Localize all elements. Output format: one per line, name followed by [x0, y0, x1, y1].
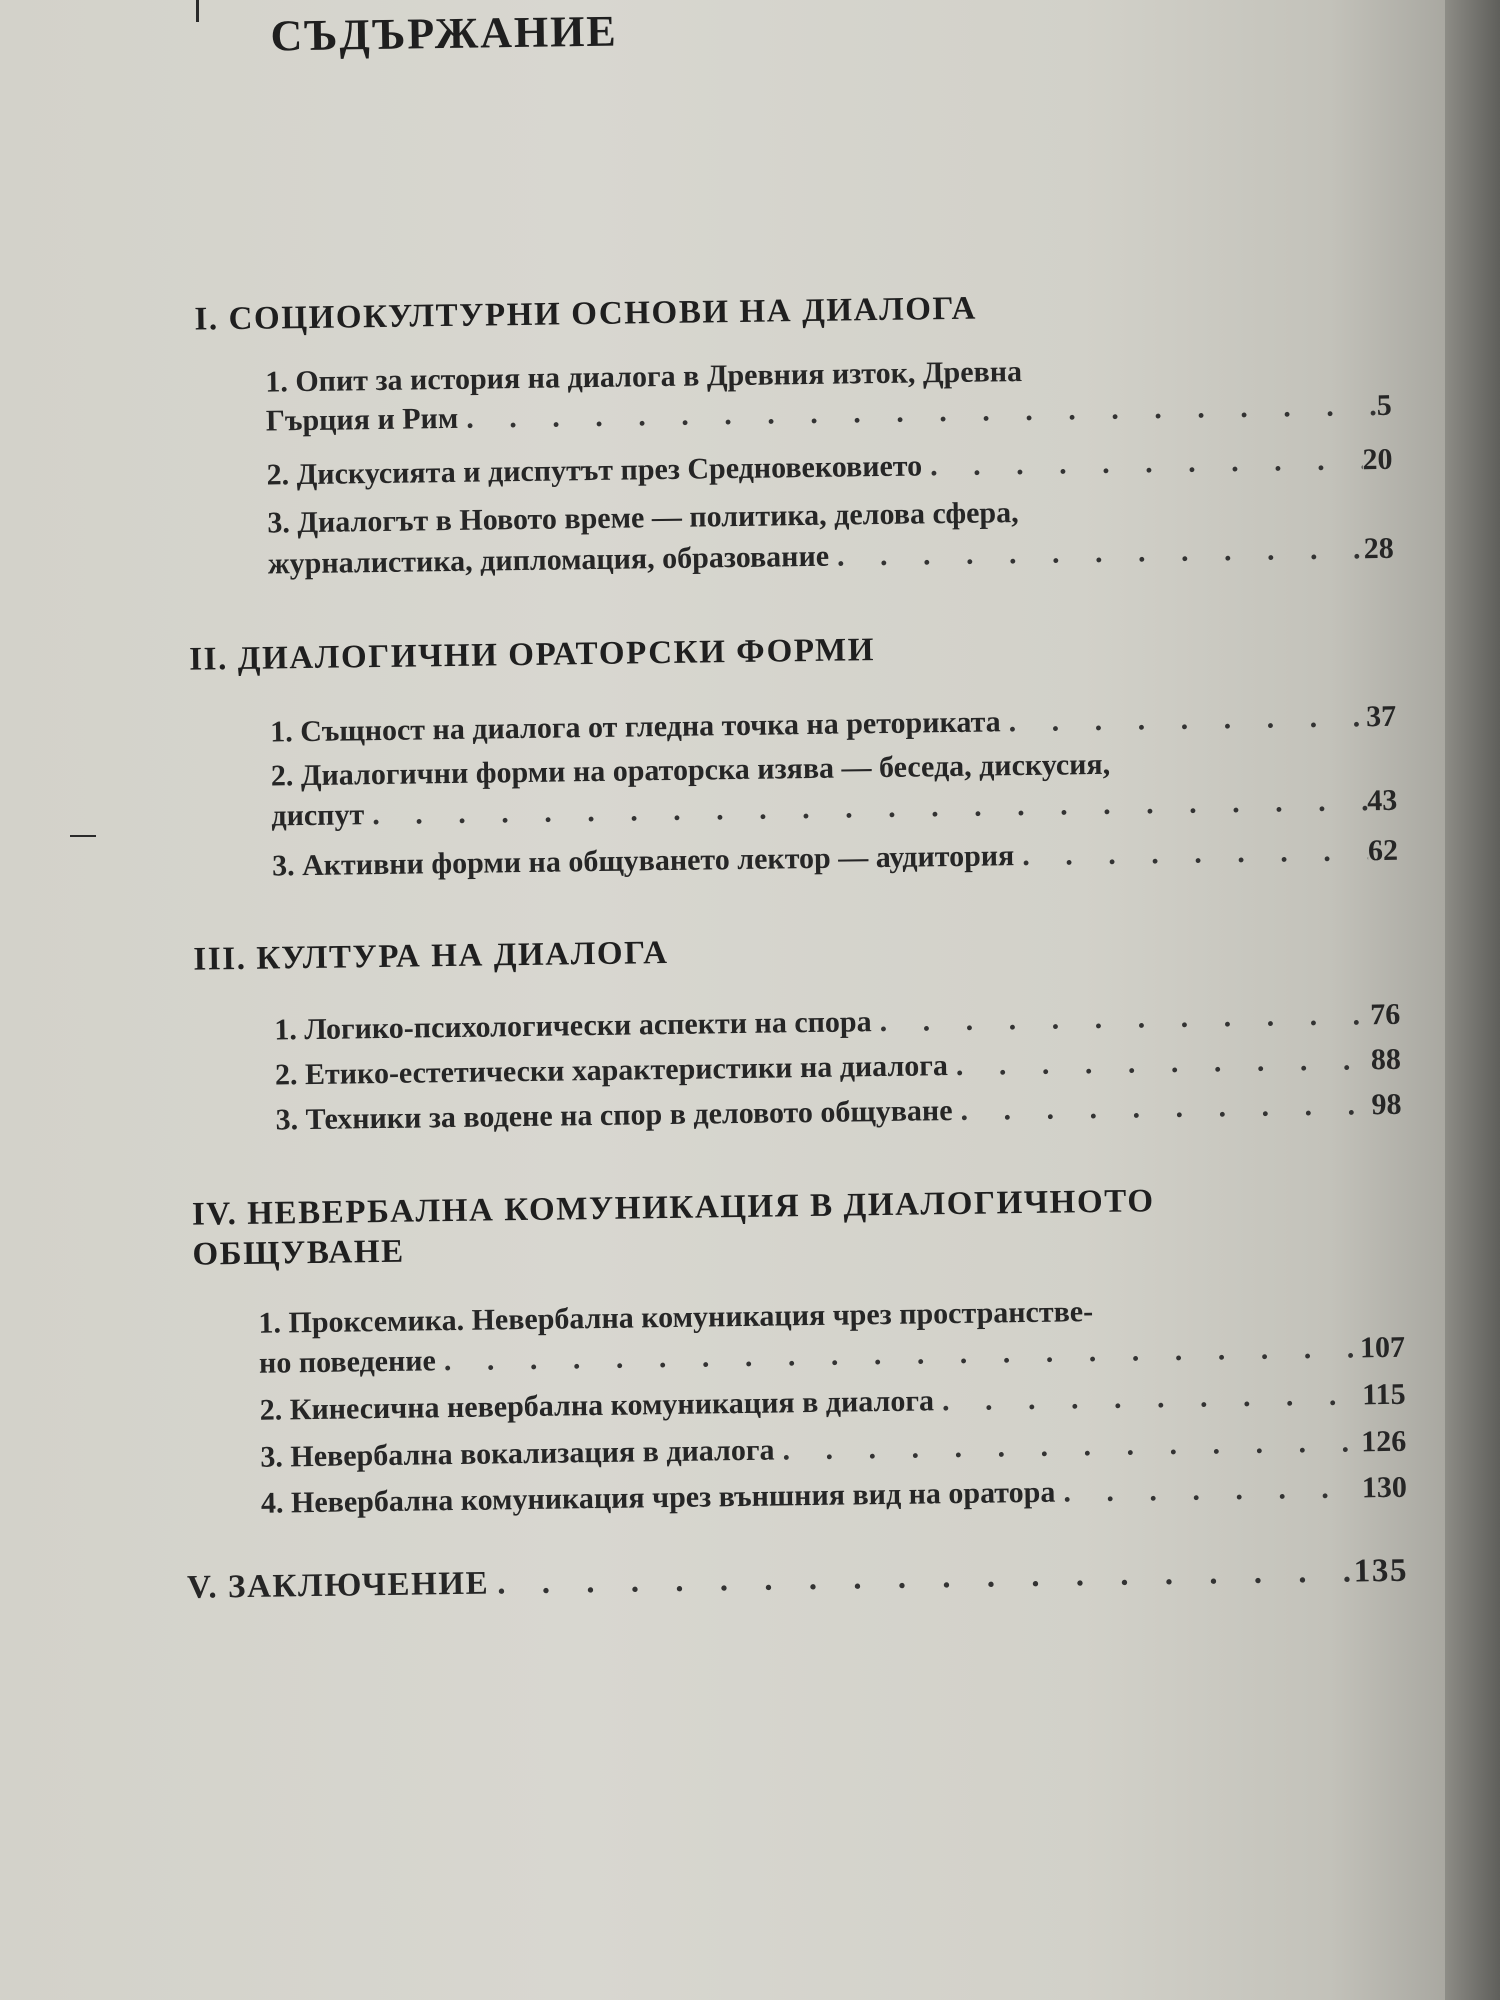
- toc-entry-label: 3. Невербална вокализация в диалога: [260, 1433, 775, 1474]
- toc-entry-label: 3. Техники за водене на спор в деловото общуване: [275, 1094, 953, 1137]
- page-number: 62: [1367, 833, 1399, 868]
- dot-leader: [934, 1376, 1363, 1419]
- page-number: 98: [1371, 1087, 1402, 1122]
- section-heading-4-line1: IV. НЕВЕРБАЛНА КОМУНИКАЦИЯ В ДИАЛОГИЧНОТО: [191, 1183, 1155, 1233]
- page-number: 37: [1365, 699, 1397, 734]
- toc-entry-label: диспут: [271, 798, 365, 833]
- section-heading-5: [187, 1553, 1408, 1607]
- pen-mark: [70, 835, 96, 837]
- toc-entry-2-3: [272, 832, 1398, 885]
- page-number: 88: [1370, 1042, 1402, 1077]
- page-number: 130: [1361, 1470, 1408, 1505]
- toc-entry-label: 3. Активни форми на общуването лектор — аудитория: [271, 839, 1015, 883]
- toc-entry-label: журналистика, дипломация, образование: [267, 539, 830, 581]
- toc-entry-4-1-line1: 1. Проксемика. Невербална комуникация чрез пространстве-: [258, 1295, 1094, 1340]
- section-heading-3: III. КУЛТУРА НА ДИАЛОГА: [193, 934, 669, 978]
- dot-leader: [489, 1553, 1354, 1602]
- toc-entry-label: 2. Кинесична невербална комуникация в диалога: [259, 1384, 935, 1427]
- dot-leader: [1014, 832, 1368, 874]
- page-number: 5: [1376, 388, 1393, 423]
- toc-entry-label: но поведение: [258, 1344, 437, 1380]
- dot-leader: [922, 441, 1363, 484]
- dot-leader: [1000, 698, 1366, 740]
- section-heading-4-line2: ОБЩУВАНЕ: [192, 1233, 405, 1273]
- dot-leader: [871, 996, 1370, 1040]
- toc-entry-4-4: [261, 1469, 1407, 1522]
- toc-entry-label: 1. Логико-психологически аспекти на спора: [274, 1005, 872, 1047]
- toc-entry-4-2: [259, 1376, 1405, 1429]
- section-heading-1: I. СОЦИОКУЛТУРНИ ОСНОВИ НА ДИАЛОГА: [194, 290, 978, 338]
- toc-entry-1-1-line1: 1. Опит за история на диалога в Древния изток, Древна: [265, 355, 1023, 399]
- page-number: 43: [1367, 783, 1398, 818]
- dot-leader: [1055, 1469, 1362, 1510]
- section-heading-5-label: V. ЗАКЛЮЧЕНИЕ: [186, 1565, 490, 1606]
- toc-entry-label: 1. Същност на диалога от гледна точка на реториката: [270, 705, 1001, 749]
- page-title: СЪДЪРЖАНИЕ: [270, 6, 619, 61]
- section-heading-2: II. ДИАЛОГИЧНИ ОРАТОРСКИ ФОРМИ: [188, 632, 876, 678]
- page-number: 135: [1353, 1552, 1409, 1590]
- dot-leader: [829, 530, 1364, 574]
- toc-entry-label: Гърция и Рим: [265, 401, 459, 438]
- toc-entry-1-2: [266, 441, 1392, 494]
- page-number: 115: [1362, 1377, 1406, 1412]
- page-edge-shadow: [1445, 0, 1500, 2000]
- page-number: 107: [1359, 1330, 1406, 1365]
- toc-entry-2-2-line1: 2. Диалогични форми на ораторска изява — беседа, дискусия,: [270, 747, 1111, 793]
- dot-leader: [948, 1041, 1372, 1084]
- toc-entry-label: 4. Невербална комуникация чрез външния вид на оратора: [260, 1475, 1056, 1520]
- toc-entry-3-1: [274, 996, 1400, 1049]
- page-number: 20: [1362, 442, 1393, 477]
- toc-entry-3-3: [275, 1086, 1401, 1139]
- table-of-contents: [160, 0, 1438, 2000]
- toc-entry-1-3-line1: 3. Диалогът в Новото време — политика, делова сфера,: [267, 496, 1019, 540]
- pen-mark: [196, 0, 199, 22]
- section-heading-4: [192, 1177, 1433, 1274]
- toc-entry-label: 2. Дискусията и диспутът през Средновековието: [266, 449, 923, 492]
- toc-entry-4-3: [260, 1423, 1406, 1476]
- toc-entry-label: 2. Етико-естетически характеристики на диалога: [274, 1049, 949, 1092]
- page-number: 126: [1361, 1424, 1407, 1459]
- dot-leader: [952, 1086, 1372, 1129]
- dot-leader: [774, 1423, 1361, 1468]
- page-number: 28: [1363, 531, 1395, 566]
- toc-entry-3-2: [275, 1041, 1401, 1094]
- page-number: 76: [1370, 997, 1401, 1032]
- toc-entry-2-1: [270, 698, 1396, 751]
